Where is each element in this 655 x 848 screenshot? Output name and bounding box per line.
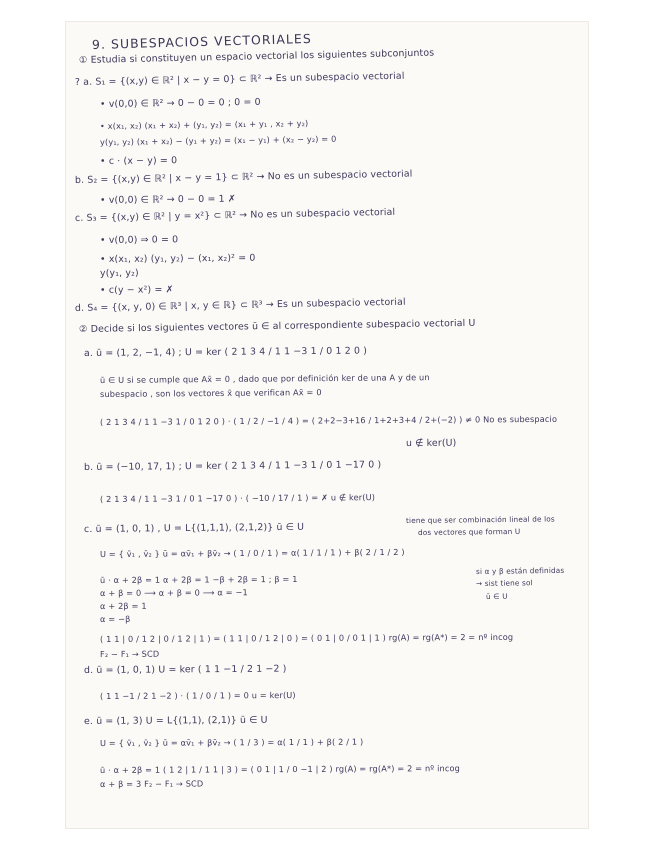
notebook-page <box>66 22 588 828</box>
item-1d-statement: d. S₄ = {(x, y, 0) ∈ ℝ³ | x, y ∈ ℝ} ⊂ ℝ³ → Es un subespacio vectorial <box>74 296 406 314</box>
item-2c-side-note: si α y β están definidas <box>475 565 565 576</box>
item-1b-statement: b. S₂ = {(x,y) ∈ ℝ² | x − y = 1} ⊂ ℝ² → No es un subespacio vectorial <box>74 168 413 186</box>
item-1c-line: • c(y − x²) = ✗ <box>99 284 174 296</box>
item-2c-note: tiene que ser combinación lineal de los <box>405 514 555 525</box>
item-2c-line: α = −β <box>99 613 131 624</box>
item-1b-line: • v(0,0) ∈ ℝ² → 0 − 0 = 1 ✗ <box>99 193 236 206</box>
item-2e-line: ū · α + 2β = 1 ( 1 2 | 1 / 1 1 | 3 ) = ( 0 1 | 1 / 0 −1 | 2 ) rg(A) = rg(A*) = 2 = nº incog <box>99 763 461 775</box>
item-2c-side-note: ū ∈ U <box>485 591 508 601</box>
item-2e-statement: e. ū = (1, 3) U = L{(1,1), (2,1)} ū ∈ U <box>83 714 268 727</box>
section-2-heading: ② Decide si los siguientes vectores ū ∈ al correspondiente subespacio vectorial U <box>78 317 476 335</box>
item-2c-line: U = { v̄₁ , v̄₂ } ū = αv̄₁ + βv̄₂ → ( 1 / 0 / 1 ) = α( 1 / 1 / 1 ) + β( 2 / 1 / 2 ) <box>99 546 405 559</box>
item-2b-check: ( 2 1 3 4 / 1 1 −3 1 / 0 1 −17 0 ) · ( −10 / 17 / 1 ) = ✗ u ∉ ker(U) <box>99 492 376 504</box>
item-2a-explanation: subespacio , son los vectores x̄ que verifican Ax̄ = 0 <box>99 387 322 399</box>
item-1a-line: • c · (x − y) = 0 <box>99 155 178 167</box>
item-2b-statement: b. ū = (−10, 17, 1) ; U = ker ( 2 1 3 4 / 1 1 −3 1 / 0 1 −17 0 ) <box>83 459 382 473</box>
section-1-heading: ① Estudia si constituyen un espacio vectorial los siguientes subconjuntos <box>78 47 435 66</box>
item-2e-line: U = { v̄₁ , v̄₂ } ū = αv̄₁ + βv̄₂ → ( 1 / 3 ) = α( 1 / 1 ) + β( 2 / 1 ) <box>99 736 364 748</box>
item-1a-line: • x(x₁, x₂) (x₁ + x₂) + (y₁, y₂) = (x₁ + y₁ , x₂ + y₂) <box>99 118 309 131</box>
item-2a-explanation: ū ∈ U si se cumple que Ax̄ = 0 , dado que por definición ker de una A y de un <box>99 372 430 385</box>
item-2c-line: F₂ − F₁ → SCD <box>99 648 160 659</box>
item-2e-line: α + β = 3 F₂ − F₁ → SCD <box>99 778 204 789</box>
item-2d-statement: d. ū = (1, 0, 1) U = ker ( 1 1 −1 / 2 1 −2 ) <box>83 663 287 676</box>
item-1c-line: • x(x₁, x₂) (y₁, y₂) − (x₁, x₂)² = 0 <box>99 252 256 265</box>
item-1a-statement: ? a. S₁ = {(x,y) ∈ ℝ² | x − y = 0} ⊂ ℝ² → Es un subespacio vectorial <box>74 70 405 88</box>
item-1c-line: y(y₁, y₂) <box>99 267 139 279</box>
page-title: 9. SUBESPACIOS VECTORIALES <box>91 30 313 52</box>
item-2a-statement: a. ū = (1, 2, −1, 4) ; U = ker ( 2 1 3 4 / 1 1 −3 1 / 0 1 2 0 ) <box>83 345 368 359</box>
item-2a-result: u ∉ ker(U) <box>405 437 457 449</box>
item-1c-line: • v(0,0) ⇒ 0 = 0 <box>99 234 179 246</box>
item-2c-line: ū · α + 2β = 1 α + 2β = 1 −β + 2β = 1 ; β = 1 <box>99 573 298 585</box>
item-1c-statement: c. S₃ = {(x,y) ∈ ℝ² | y = x²} ⊂ ℝ² → No es un subespacio vectorial <box>74 206 396 224</box>
item-2a-check: ( 2 1 3 4 / 1 1 −3 1 / 0 1 2 0 ) · ( 1 / 2 / −1 / 4 ) = ( 2+2−3+16 / 1+2+3+4 / 2+(−2) ) ≠ 0 No es subespacio <box>99 413 558 427</box>
item-2c-statement: c. ū = (1, 0, 1) , U = L{(1,1,1), (2,1,2)} ū ∈ U <box>83 521 305 535</box>
item-2c-line: α + 2β = 1 <box>99 600 147 611</box>
item-1a-line: • v(0,0) ∈ ℝ² → 0 − 0 = 0 ; 0 = 0 <box>99 96 261 110</box>
item-2c-line: α + β = 0 ⟶ α + β = 0 ⟶ α = −1 <box>99 587 248 598</box>
item-1a-line: y(y₁, y₂) (x₁ + x₂) − (y₁ + y₂) = (x₁ − y₁) + (x₂ − y₂) = 0 <box>99 133 337 147</box>
item-2c-side-note: → sist tiene sol <box>475 578 533 588</box>
item-2d-check: ( 1 1 −1 / 2 1 −2 ) · ( 1 / 0 / 1 ) = 0 u = ker(U) <box>99 689 296 701</box>
item-2c-line: ( 1 1 | 0 / 1 2 | 0 / 1 2 | 1 ) = ( 1 1 | 0 / 1 2 | 0 ) = ( 0 1 | 0 / 0 1 | 1 ) rg(A) = rg(A*) = 2 = nº incog <box>99 631 514 644</box>
item-2c-note: dos vectores que forman U <box>417 526 521 537</box>
